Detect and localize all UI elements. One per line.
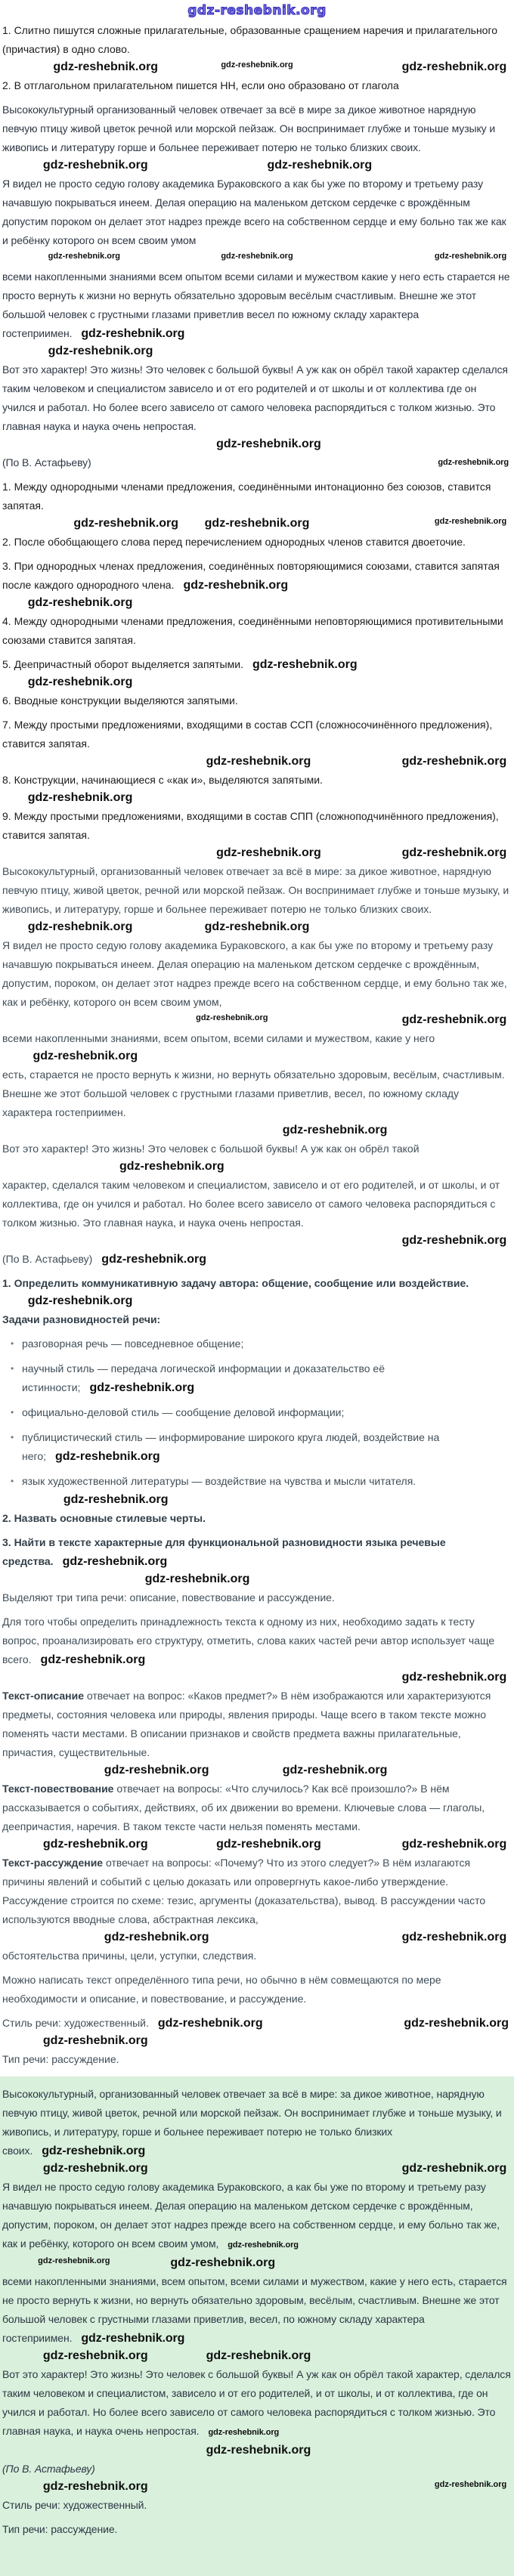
watermark-row (2, 1160, 512, 1174)
watermark-text: gdz-reshebnik.org (89, 1381, 195, 1394)
task-heading (2, 1509, 512, 1528)
paragraph-text: 1. Определить коммуникативную задачу автора: общение, сообщение или воздействие. (2, 1277, 469, 1289)
watermark-row (2, 1294, 512, 1308)
watermark-text: gdz-reshebnik.org (282, 1124, 388, 1136)
watermark-text: gdz-reshebnik.org (42, 2162, 148, 2175)
watermark-row (2, 60, 512, 74)
paragraph-text: 6. Вводные конструкции выделяются запятыми. (2, 694, 238, 707)
watermark-row (2, 755, 512, 768)
watermark-text: gdz-reshebnik.org (401, 1013, 507, 1026)
watermark-text: gdz-reshebnik.org (42, 1838, 148, 1851)
corrected-text-paragraph (2, 1140, 512, 1158)
watermark-text: gdz-reshebnik.org (27, 1294, 133, 1307)
answer-text-paragraph (2, 2085, 512, 2160)
watermark-row (2, 2256, 512, 2270)
watermark-text: gdz-reshebnik.org (221, 252, 293, 261)
watermark-row (2, 1764, 512, 1777)
watermark-text: gdz-reshebnik.org (27, 596, 133, 609)
watermark-text: gdz-reshebnik.org (104, 1931, 209, 1944)
watermark-text: gdz-reshebnik.org (53, 60, 159, 73)
paragraph-text: Выделяют три типа речи: описание, повествование и рассуждение. (2, 1591, 335, 1603)
watermark-text: gdz-reshebnik.org (157, 2017, 263, 2030)
watermark-row (2, 1050, 512, 1063)
paragraph-text: Для того чтобы определить принадлежность текста к одному из них, необходимо задать к тесту вопрос, проанализировать его структуру, отметить, слова каких частей речи автор использует чаще всего. (2, 1616, 495, 1665)
watermark-text: gdz-reshebnik.org (401, 2162, 507, 2175)
watermark-text: gdz-reshebnik.org (267, 159, 373, 172)
watermark-text: gdz-reshebnik.org (206, 755, 311, 768)
answer-text-paragraph (2, 2272, 512, 2348)
watermark-row (2, 252, 512, 265)
watermark-text: gdz-reshebnik.org (401, 846, 507, 859)
paragraph-text: Я видел не просто седую голову академика Бураковского а как бы уже по второму и третьему разу начавшую покрываться инеем. Делая операцию на маленьком детском сердечке с врождённым допустим пороком он делает этот надрез прежде всего на собственном сердце и ему больно так же как и ребёнку которого он всем своим умом (2, 178, 506, 246)
watermark-text: gdz-reshebnik.org (434, 517, 507, 526)
paragraph-text: отвечает на вопросы: «Что случилось? Как всё произошло?» В нём рассказывается о событиях, действиях, об их движении во времени. Ключевые слова — глаголы, деепричастия, наречия. В таком тексте части нельзя поменять местами. (2, 1783, 485, 1832)
theory-paragraph (2, 1971, 512, 2009)
task-heading (2, 1533, 512, 1571)
type-of-speech (2, 2050, 512, 2069)
watermark-row (2, 1931, 512, 1944)
watermark-text: gdz-reshebnik.org (438, 458, 509, 467)
punctuation-rule (2, 655, 512, 674)
watermark-row (2, 517, 512, 530)
watermark-text: gdz-reshebnik.org (42, 159, 148, 172)
paragraph-text: 2. Назвать основные стилевые черты. (2, 1512, 206, 1524)
watermark-text: gdz-reshebnik.org (48, 345, 153, 357)
watermark-text: gdz-reshebnik.org (48, 252, 120, 261)
style-of-speech (2, 2496, 512, 2515)
exercise-text-paragraph (2, 267, 512, 343)
paragraph-text: Тип речи: рассуждение. (2, 2053, 119, 2065)
watermark-text: gdz-reshebnik.org (401, 755, 507, 768)
watermark-row (2, 2034, 512, 2048)
watermark-text: gdz-reshebnik.org (183, 579, 289, 592)
watermark-text: gdz-reshebnik.org (216, 1838, 321, 1851)
watermark-text: gdz-reshebnik.org (170, 2256, 276, 2269)
watermark-text: gdz-reshebnik.org (144, 1573, 250, 1585)
watermark-text: gdz-reshebnik.org (101, 1253, 206, 1266)
watermark-row (2, 159, 512, 172)
watermark-row (2, 1573, 512, 1586)
watermark-text: gdz-reshebnik.org (40, 1653, 146, 1666)
document-main (2, 3, 512, 2069)
paragraph-text: 1. Между однородными членами предложения, соединёнными интонационно без союзов, ставится запятая. (2, 481, 491, 512)
task-subheading (2, 1310, 512, 1329)
task-heading (2, 1274, 512, 1293)
punctuation-rule (2, 691, 512, 710)
punctuation-rule (2, 533, 512, 552)
punctuation-rule (2, 612, 512, 650)
watermark-text: gdz-reshebnik.org (221, 60, 293, 70)
term-lead: Текст-повествование (2, 1783, 114, 1795)
punctuation-rule (2, 478, 512, 515)
watermark-text: gdz-reshebnik.org (401, 1671, 507, 1684)
paragraph-text: (По В. Астафьеву) (2, 2463, 95, 2475)
paragraph-text: Я видел не просто седую голову академика Бураковского, а как бы уже по второму и третьему разу начавшую покрываться инеем. Делая операцию на маленьком детском сердечке с врождённым, допустим, пороком, он делает этот надрез прежде всего на собственном сердце, и ему больно так же, как и ребёнку, которого он всем своим умом, (2, 2181, 500, 2250)
watermark-row (2, 2444, 512, 2457)
answer-text-paragraph (2, 2178, 512, 2255)
watermark-row (2, 438, 512, 451)
paragraph-text: научный стиль — передача логической информации и доказательство её истинности; (22, 1362, 385, 1393)
paragraph-text: 3. При однородных членах предложения, соединённых повторяющимися союзами, ставится запятая после каждого однородного члена. (2, 560, 500, 591)
watermark-row (2, 1234, 512, 1248)
paragraph-text: 2. В отглагольном прилагательном пишется НН, если оно образовано от глагола (2, 79, 399, 91)
source-attribution (2, 2460, 512, 2479)
watermark-text: gdz-reshebnik.org (208, 2428, 280, 2437)
watermark-text: gdz-reshebnik.org (228, 2240, 299, 2250)
speech-style-item (2, 1403, 512, 1422)
watermark-row (2, 345, 512, 358)
watermark-text: gdz-reshebnik.org (81, 2332, 185, 2345)
paragraph-text: 4. Между однородными членами предложения, соединёнными неповторяющимися противительными союзами ставится запятая. (2, 615, 503, 646)
watermark-text: gdz-reshebnik.org (27, 791, 133, 804)
watermark-text: gdz-reshebnik.org (404, 2017, 509, 2030)
paragraph-text: Можно написать текст определённого типа речи, но обычно в нём совмещаются по мере необходимости и описание, и повествование, и рассуждение. (2, 1974, 441, 2005)
paragraph-text: Я видел не просто седую голову академика Бураковского, а как бы уже по второму и третьему разу начавшую покрываться инеем. Делая операцию на маленьком детском сердечке с врождённым, допустим, пороком, он делает этот надрез прежде всего на собственном сердце, и ему больно так же, как и ребёнку, которого он всем своим умом, (2, 939, 507, 1008)
paragraph-text: 9. Между простыми предложениями, входящими в состав СПП (сложноподчинённого предложения), ставится запятая. (2, 810, 499, 841)
watermark-row (2, 1013, 512, 1027)
orthography-rule (2, 76, 512, 95)
paragraph-text: Задачи разновидностей речи: (2, 1313, 161, 1325)
watermark-row (2, 920, 512, 934)
watermark-row (2, 596, 512, 610)
answer-highlight-section (0, 2077, 514, 2576)
watermark-row (2, 2480, 512, 2494)
punctuation-rule (2, 716, 512, 753)
paragraph-text: Вот это характер! Это жизнь! Это человек с большой буквы! А уж как он обрёл такой характер, сделался таким человеком и специалистом, зависело и от его родителей, и от школы, и от коллектива, где он учился и работал. Но более всего зависело от самого человека распорядиться с толком жизнью. Это главная наука, и наука очень непростая. (2, 2368, 511, 2437)
watermark-text: gdz-reshebnik.org (196, 1013, 268, 1022)
watermark-text: gdz-reshebnik.org (104, 1764, 209, 1777)
watermark-text: gdz-reshebnik.org (42, 2349, 148, 2362)
paragraph-text: характер, сделался таким человеком и специалистом, зависело и от его родителей, и от школы, и от коллектива, где он учился и работал. Но более всего зависело от самого человека распорядиться с толком жизнью. Это главная наука, и наука очень непростая. (2, 1179, 500, 1229)
theory-paragraph (2, 1613, 512, 1669)
watermark-row (2, 1838, 512, 1851)
watermark-row (2, 2349, 512, 2363)
punctuation-rule (2, 557, 512, 595)
paragraph-text: всеми накопленными знаниями, всем опытом, всеми силами и мужеством, какие у него есть, старается не просто вернуть к жизни, но вернуть обязательно здоровым, весёлым, счастливым. Внешне же этот большой человек с грустными глазами приветлив, весел, по южному складу характера гостеприимен. (2, 2275, 507, 2344)
paragraph-text: обстоятельства причины, цели, уступки, следствия. (2, 1950, 257, 1962)
speech-style-item (2, 1472, 512, 1491)
watermark-row (2, 676, 512, 689)
source-attribution (2, 1250, 512, 1269)
watermark-text: gdz-reshebnik.org (434, 252, 507, 261)
corrected-text-paragraph (2, 1029, 512, 1048)
watermark-text: gdz-reshebnik.org (42, 2145, 146, 2157)
answer-text-paragraph (2, 2365, 512, 2442)
paragraph-text: всеми накопленными знаниями, всем опытом, всеми силами и мужеством, какие у него (2, 1032, 435, 1044)
watermark-text: gdz-reshebnik.org (27, 676, 133, 688)
watermark-text: gdz-reshebnik.org (63, 1493, 169, 1506)
paragraph-text: отвечает на вопросы: «Почему? Что из этого следует?» В нём излагаются причины явлений и событий с целью доказать или опровергнуть какое-либо утверждение. Рассуждение строится по схеме: тезис, аргументы (доказательства), вывод. В рассуждении часто используются вводные слова, абстрактная лексика, (2, 1857, 486, 1925)
orthography-rule (2, 21, 512, 59)
speech-style-item (2, 1428, 512, 1466)
term-lead: Текст-описание (2, 1690, 84, 1702)
watermark-row (2, 791, 512, 805)
corrected-text-paragraph (2, 1065, 512, 1122)
theory-paragraph (2, 1687, 512, 1762)
watermark-text: gdz-reshebnik.org (206, 2444, 311, 2457)
paragraph-text: публицистический стиль — информирование широкого круга людей, воздействие на него; (22, 1431, 440, 1462)
paragraph-text: Стиль речи: художественный. (2, 2499, 147, 2511)
watermark-text: gdz-reshebnik.org (401, 1838, 507, 1851)
paragraph-text: Стиль речи: художественный. (2, 2017, 149, 2029)
paragraph-text: 7. Между простыми предложениями, входящими в состав ССП (сложносочинённого предложения), ставится запятая. (2, 719, 493, 750)
watermark-text: gdz-reshebnik.org (33, 1050, 138, 1062)
watermark-text: gdz-reshebnik.org (401, 1931, 507, 1944)
punctuation-rule (2, 771, 512, 790)
paragraph-text: официально-деловой стиль — сообщение деловой информации; (22, 1406, 345, 1418)
watermark-text: gdz-reshebnik.org (434, 2480, 507, 2489)
paragraph-text: разговорная речь — повседневное общение; (22, 1337, 244, 1350)
paragraph-text: Высококультурный, организованный человек отвечает за всё в мире: за дикое животное, нарядную певчую птицу, живой цветок, речной или морской пейзаж. Он воспринимает глубже и тоньше музыку, и живопись, и литературу, горше и больнее переживает потерю не только близких своих. (2, 2088, 502, 2157)
theory-paragraph (2, 1854, 512, 1929)
watermark-row (2, 1124, 512, 1137)
speech-style-item (2, 1334, 512, 1353)
watermark-row (2, 1671, 512, 1684)
watermark-text: gdz-reshebnik.org (62, 1555, 168, 1568)
theory-paragraph (2, 1588, 512, 1607)
watermark-text: gdz-reshebnik.org (401, 60, 507, 73)
corrected-text-paragraph (2, 936, 512, 1012)
watermark-text: gdz-reshebnik.org (282, 1764, 388, 1777)
paragraph-text: Вот это характер! Это жизнь! Это человек с большой буквы! А уж как он обрёл такой характер сделался таким человеком и специалистом зависело и от его родителей и от школы и от коллектива где он учился и работал. Но более всего зависело от самого человека распорядиться с толком жизнью. Это главная наука и наука очень непростая. (2, 363, 508, 432)
watermark-text: gdz-reshebnik.org (27, 920, 133, 933)
paragraph-text: есть, старается не просто вернуть к жизни, но вернуть обязательно здоровым, весёлым, счастливым. Внешне же этот большой человек с грустными глазами приветлив, весел, по южному складу характера гостеприимен. (2, 1068, 505, 1118)
watermark-text: gdz-reshebnik.org (216, 438, 321, 450)
watermark-row (2, 1493, 512, 1507)
exercise-text-paragraph (2, 360, 512, 436)
paragraph-text: всеми накопленными знаниями всем опытом всеми силами и мужеством какие у него есть старается не просто вернуть к жизни но вернуть обязательно здоровым весёлым счастливым. Внешне же этот большой человек с грустными глазами приветлив весел по южному складу характера гостеприимен. (2, 271, 510, 339)
paragraph-text: Высококультурный, организованный человек отвечает за всё в мире: за дикое животное, нарядную певчую птицу, живой цветок, речной или морской пейзаж. Он воспринимает глубже и тоньше музыку, и живопись, и литературу, горше и больнее переживает потерю не только близких своих. (2, 865, 509, 915)
watermark-text: gdz-reshebnik.org (206, 2349, 311, 2362)
watermark-header: gdz-reshebnik.org (187, 3, 327, 18)
paragraph-text: 2. После обобщающего слова перед перечислением однородных членов ставится двоеточие. (2, 536, 466, 548)
type-of-speech (2, 2520, 512, 2539)
paragraph-text: Вот это характер! Это жизнь! Это человек с большой буквы! А уж как он обрёл такой (2, 1143, 420, 1155)
style-of-speech (2, 2014, 512, 2033)
exercise-text-paragraph (2, 175, 512, 250)
exercise-text-paragraph (2, 101, 512, 157)
paragraph-text: отвечает на вопрос: «Каков предмет?» В нём изображаются или характеризуются предметы, состояния человека или природы, явления природы. Чаще всего в таком тексте можно поменять части местами. В описании признаков и свойств предмета важны прилагательные, причастия, существительные. (2, 1690, 491, 1758)
watermark-row (2, 846, 512, 860)
paragraph-text: Высококультурный организованный человек отвечает за всё в мире за дикое животное нарядную певчую птицу живой цветок речной или морской пейзаж. Он воспринимает глубже и тоньше музыку и живопись и литературу горше и больнее переживает потерю не только близких своих. (2, 104, 496, 153)
watermark-text: gdz-reshebnik.org (204, 517, 310, 530)
theory-paragraph (2, 1780, 512, 1836)
watermark-text: gdz-reshebnik.org (42, 2480, 148, 2493)
corrected-text-paragraph (2, 862, 512, 919)
watermark-text: gdz-reshebnik.org (38, 2256, 110, 2265)
watermark-text: gdz-reshebnik.org (119, 1160, 224, 1173)
watermark-text: gdz-reshebnik.org (204, 920, 310, 933)
theory-paragraph (2, 1947, 512, 1965)
speech-style-item (2, 1359, 512, 1397)
watermark-row (2, 2162, 512, 2176)
paragraph-text: 5. Деепричастный оборот выделяется запятыми. (2, 658, 243, 670)
paragraph-text: (По В. Астафьеву) (2, 456, 91, 469)
watermark-text: gdz-reshebnik.org (216, 846, 321, 859)
watermark-text: gdz-reshebnik.org (42, 2034, 148, 2047)
watermark-text: gdz-reshebnik.org (401, 1234, 507, 1247)
watermark-text: gdz-reshebnik.org (73, 517, 179, 530)
term-lead: Текст-рассуждение (2, 1857, 104, 1869)
paragraph-text: язык художественной литературы — воздействие на чувства и мысли читателя. (22, 1475, 416, 1487)
watermark-text: gdz-reshebnik.org (81, 327, 185, 340)
paragraph-text: 3. Найти в тексте характерные для функциональной разновидности языка речевые средства. (2, 1536, 446, 1567)
punctuation-rule (2, 807, 512, 845)
watermark-text: gdz-reshebnik.org (252, 658, 358, 671)
source-attribution (2, 453, 512, 472)
paragraph-text: 8. Конструкции, начинающиеся с «как и», выделяются запятыми. (2, 774, 323, 786)
paragraph-text: Тип речи: рассуждение. (2, 2523, 118, 2535)
paragraph-text: (По В. Астафьеву) (2, 1253, 93, 1265)
corrected-text-paragraph (2, 1176, 512, 1232)
paragraph-text: 1. Слитно пишутся сложные прилагательные, образованные сращением наречия и прилагательного (причастия) в одно слово. (2, 24, 498, 55)
watermark-text: gdz-reshebnik.org (55, 1450, 160, 1463)
